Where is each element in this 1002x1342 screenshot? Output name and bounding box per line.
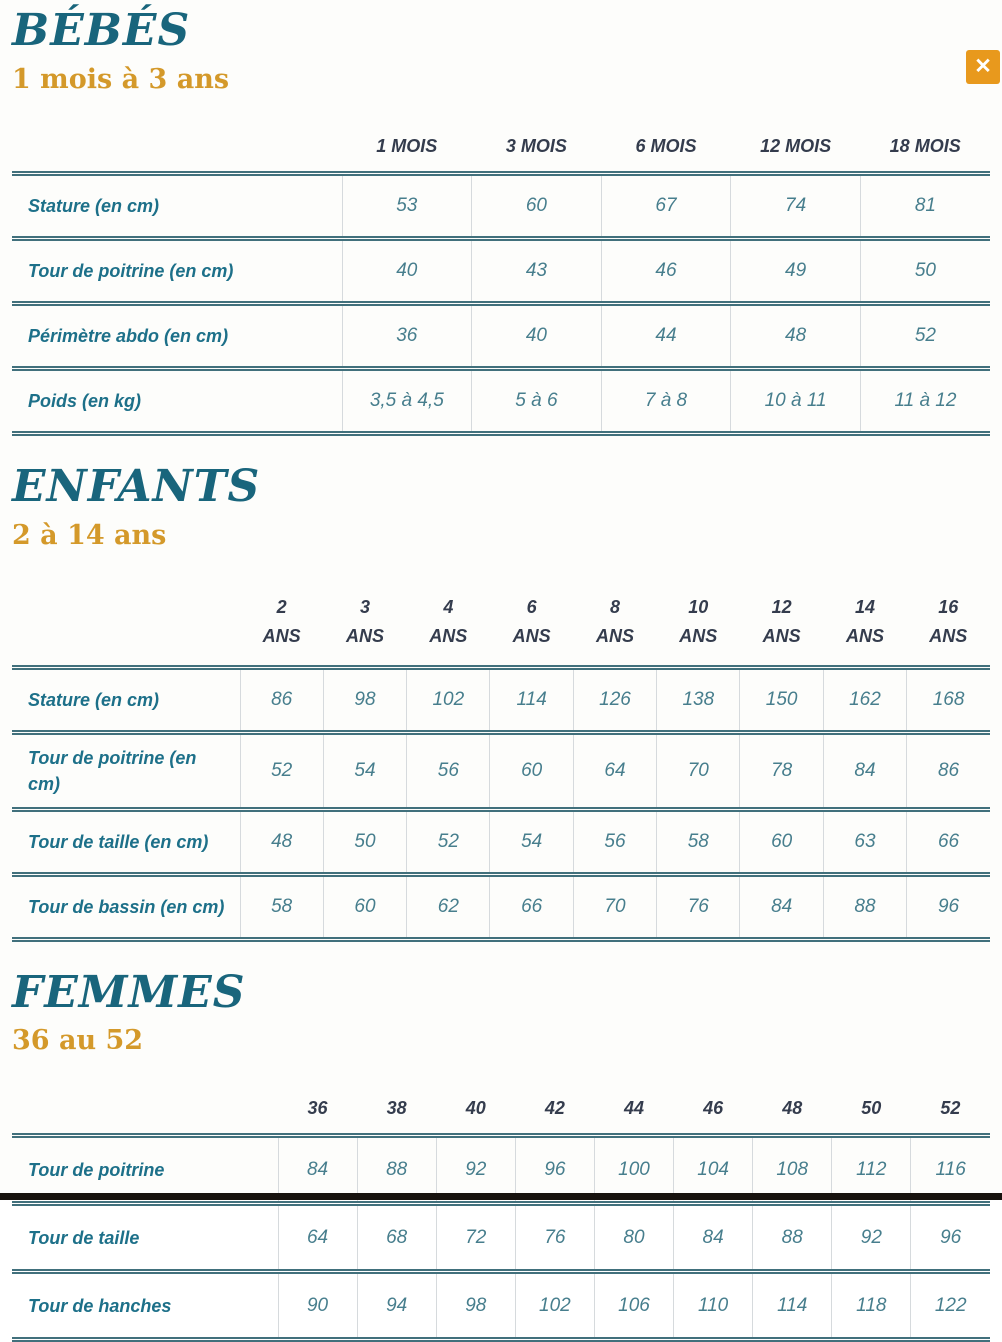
column-unit: ANS (845, 625, 884, 646)
size-value: 102 (515, 1272, 594, 1340)
column-header-row (12, 126, 990, 174)
size-value: 74 (731, 174, 861, 239)
column-unit: ANS (762, 625, 801, 646)
size-value: 84 (278, 1136, 357, 1204)
size-row (12, 874, 990, 939)
column-header: 48 (782, 1098, 803, 1119)
size-value: 62 (407, 874, 490, 939)
column-header (407, 583, 490, 668)
size-value: 126 (573, 667, 656, 732)
column-header: 42 (544, 1098, 565, 1119)
column-size: 4 (443, 596, 454, 617)
size-value: 64 (573, 732, 656, 809)
size-table-bebes (12, 126, 990, 436)
column-header (907, 583, 990, 668)
section-subtitle-bebes: 1 mois à 3 ans (12, 63, 230, 95)
size-value: 60 (490, 732, 573, 809)
column-header (490, 583, 573, 668)
column-header-row (12, 583, 990, 668)
size-value: 162 (823, 667, 906, 732)
column-header (740, 583, 823, 668)
column-size: 14 (854, 596, 875, 617)
column-header: 1 MOIS (376, 136, 438, 157)
size-value: 92 (832, 1204, 911, 1272)
row-label: Poids (en kg) (12, 369, 342, 434)
column-header: 40 (465, 1098, 486, 1119)
size-value: 52 (240, 732, 323, 809)
column-header: 18 MOIS (889, 136, 961, 157)
size-value: 78 (740, 732, 823, 809)
size-value: 63 (823, 809, 906, 874)
column-header-row (12, 1088, 990, 1136)
size-value: 104 (674, 1136, 753, 1204)
size-value: 114 (490, 667, 573, 732)
size-value: 76 (657, 874, 740, 939)
size-row (12, 1204, 990, 1272)
size-value: 50 (323, 809, 406, 874)
column-header: 46 (703, 1098, 724, 1119)
section-bebes (12, 6, 990, 436)
column-header (323, 583, 406, 668)
column-header: 50 (861, 1098, 882, 1119)
size-value: 108 (753, 1136, 832, 1204)
size-value: 84 (740, 874, 823, 939)
size-table-enfants (12, 583, 990, 942)
size-row (12, 304, 990, 369)
size-value: 68 (357, 1204, 436, 1272)
size-value: 86 (240, 667, 323, 732)
size-value: 3,5 à 4,5 (342, 369, 472, 434)
section-subtitle-femmes: 36 au 52 (12, 1025, 144, 1057)
size-row (12, 732, 990, 809)
size-value: 54 (490, 809, 573, 874)
size-value: 98 (436, 1272, 515, 1340)
size-value: 49 (731, 239, 861, 304)
column-header: 36 (307, 1098, 328, 1119)
size-row (12, 809, 990, 874)
column-header (240, 583, 323, 668)
column-unit: ANS (679, 625, 718, 646)
size-value: 70 (573, 874, 656, 939)
size-row (12, 1272, 990, 1340)
size-table-femmes (12, 1088, 990, 1342)
row-label: Tour de poitrine (en cm) (12, 239, 342, 304)
column-unit: ANS (262, 625, 301, 646)
size-value: 122 (911, 1272, 990, 1340)
size-row (12, 667, 990, 732)
size-value: 44 (601, 304, 731, 369)
size-value: 58 (240, 874, 323, 939)
size-value: 150 (740, 667, 823, 732)
size-value: 46 (601, 239, 731, 304)
column-header: 52 (940, 1098, 961, 1119)
size-value: 56 (407, 732, 490, 809)
size-value: 96 (907, 874, 990, 939)
size-value: 138 (657, 667, 740, 732)
size-value: 76 (515, 1204, 594, 1272)
size-value: 40 (472, 304, 602, 369)
size-value: 66 (490, 874, 573, 939)
section-title-femmes: FEMMES (12, 966, 246, 1018)
size-value: 7 à 8 (601, 369, 731, 434)
size-value: 84 (674, 1204, 753, 1272)
section-title-enfants: ENFANTS (12, 461, 261, 513)
column-unit: ANS (345, 625, 384, 646)
size-value: 110 (674, 1272, 753, 1340)
size-value: 70 (657, 732, 740, 809)
column-size: 10 (688, 596, 709, 617)
size-value: 40 (342, 239, 472, 304)
size-value: 52 (407, 809, 490, 874)
section-femmes (12, 968, 990, 1342)
size-row (12, 369, 990, 434)
size-value: 54 (323, 732, 406, 809)
size-value: 60 (323, 874, 406, 939)
size-value: 48 (731, 304, 861, 369)
size-value: 90 (278, 1272, 357, 1340)
column-unit: ANS (512, 625, 551, 646)
size-value: 43 (472, 239, 602, 304)
column-size: 16 (938, 596, 959, 617)
size-value: 60 (740, 809, 823, 874)
size-value: 98 (323, 667, 406, 732)
row-label: Tour de taille (en cm) (12, 809, 240, 874)
corner-cell (12, 583, 240, 668)
size-value: 58 (657, 809, 740, 874)
row-label: Stature (en cm) (12, 174, 342, 239)
column-header: 12 MOIS (760, 136, 832, 157)
close-button[interactable]: ✕ (966, 50, 1000, 84)
size-value: 60 (472, 174, 602, 239)
size-value: 48 (240, 809, 323, 874)
size-value: 88 (357, 1136, 436, 1204)
size-value: 64 (278, 1204, 357, 1272)
section-subtitle-enfants: 2 à 14 ans (12, 519, 167, 551)
column-header: 3 MOIS (505, 136, 567, 157)
section-enfants (12, 462, 990, 942)
column-size: 6 (526, 596, 537, 617)
row-label: Stature (en cm) (12, 667, 240, 732)
column-header (823, 583, 906, 668)
row-label: Tour de taille (12, 1204, 278, 1272)
size-value: 53 (342, 174, 472, 239)
column-header: 38 (386, 1098, 407, 1119)
size-value: 92 (436, 1136, 515, 1204)
row-label: Tour de hanches (12, 1272, 278, 1340)
size-value: 72 (436, 1204, 515, 1272)
size-value: 81 (860, 174, 990, 239)
corner-cell (12, 1088, 278, 1136)
size-value: 100 (594, 1136, 673, 1204)
size-value: 102 (407, 667, 490, 732)
size-value: 94 (357, 1272, 436, 1340)
column-header: 44 (623, 1098, 644, 1119)
size-value: 50 (860, 239, 990, 304)
size-row (12, 174, 990, 239)
size-value: 96 (515, 1136, 594, 1204)
size-value: 114 (753, 1272, 832, 1340)
size-value: 56 (573, 809, 656, 874)
column-unit: ANS (429, 625, 468, 646)
column-unit: ANS (929, 625, 968, 646)
size-value: 11 à 12 (860, 369, 990, 434)
size-value: 106 (594, 1272, 673, 1340)
corner-cell (12, 126, 342, 174)
size-value: 5 à 6 (472, 369, 602, 434)
size-row (12, 239, 990, 304)
size-value: 96 (911, 1204, 990, 1272)
column-header (573, 583, 656, 668)
column-header (657, 583, 740, 668)
size-value: 88 (753, 1204, 832, 1272)
size-value: 66 (907, 809, 990, 874)
row-label: Tour de poitrine (12, 1136, 278, 1204)
column-size: 3 (359, 596, 370, 617)
size-value: 80 (594, 1204, 673, 1272)
column-size: 8 (609, 596, 620, 617)
size-value: 84 (823, 732, 906, 809)
column-unit: ANS (595, 625, 634, 646)
size-value: 118 (832, 1272, 911, 1340)
row-label: Tour de poitrine (en cm) (12, 732, 240, 809)
row-label: Périmètre abdo (en cm) (12, 304, 342, 369)
column-size: 12 (771, 596, 792, 617)
size-value: 112 (832, 1136, 911, 1204)
size-value: 116 (911, 1136, 990, 1204)
size-value: 88 (823, 874, 906, 939)
size-value: 36 (342, 304, 472, 369)
size-value: 168 (907, 667, 990, 732)
column-size: 2 (276, 596, 287, 617)
column-header: 6 MOIS (635, 136, 697, 157)
size-value: 52 (860, 304, 990, 369)
bottom-bar (0, 1193, 1002, 1200)
size-value: 10 à 11 (731, 369, 861, 434)
size-value: 67 (601, 174, 731, 239)
section-title-bebes: BÉBÉS (12, 5, 191, 56)
size-value: 86 (907, 732, 990, 809)
row-label: Tour de bassin (en cm) (12, 874, 240, 939)
